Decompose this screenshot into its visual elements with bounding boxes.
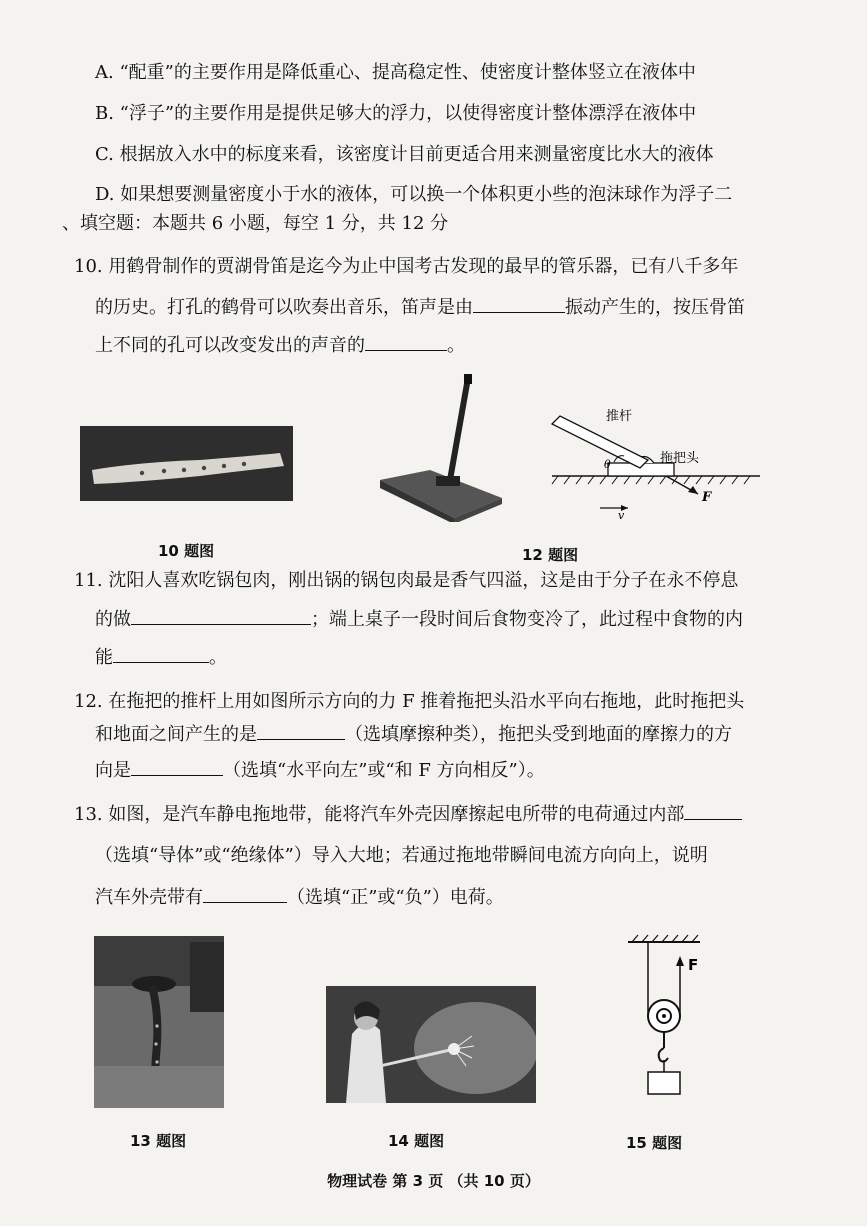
q12-line3-text-a: 向是 (95, 760, 131, 781)
q10-line3 (95, 333, 465, 359)
q10-line2-text-a: 的历史。打孔的鹤骨可以吹奏出音乐，笛声是由 (95, 297, 473, 318)
q11-blank-2[interactable] (113, 646, 209, 663)
pulley-diagram (624, 934, 704, 1104)
mop-force-diagram (548, 402, 763, 522)
q13-line3-text-a: 汽车外壳带有 (95, 887, 203, 908)
q10-blank-1[interactable] (473, 296, 565, 313)
q13-line2: （选填“导体”或“绝缘体”）导入大地；若通过拖地带瞬间电流方向向上，说明 (95, 845, 708, 866)
q11-line2-text-b: ；端上桌子一段时间后食物变冷了，此过程中食物的内 (311, 609, 743, 630)
caption-15: 15 题图 (626, 1134, 683, 1152)
section-header: 、填空题：本题共 6 小题，每空 1 分，共 12 分 (62, 213, 449, 234)
mop-head-label: 拖把头 (660, 451, 700, 466)
force-label: F (702, 490, 712, 505)
q12-blank-2[interactable] (131, 759, 223, 776)
q13-line1-text: 13. 如图，是汽车静电拖地带，能将汽车外壳因摩擦起电所带的电荷通过内部 (74, 804, 685, 825)
q13-line1 (74, 802, 742, 828)
bone-flute-photo (80, 426, 293, 501)
q10-line2-text-b: 振动产生的，按压骨笛 (565, 297, 745, 318)
q12-line3 (95, 758, 545, 784)
caption-14: 14 题图 (388, 1132, 445, 1150)
q10-line3-text-b: 。 (447, 335, 465, 356)
angle-label: θ (604, 458, 611, 471)
rod-label: 推杆 (606, 409, 633, 424)
option-c: C. 根据放入水中的标度来看，该密度计目前更适合用来测量密度比水大的液体 (95, 144, 714, 165)
q11-line3-text-b: 。 (209, 647, 227, 668)
q11-blank-1[interactable] (131, 608, 311, 625)
option-d: D. 如果想要测量密度小于水的液体，可以换一个体积更小些的泡沫球作为浮子二 (95, 184, 733, 205)
q13-line3 (95, 885, 504, 911)
q11-line1: 11. 沈阳人喜欢吃锅包肉，刚出锅的锅包肉最是香气四溢，这是由于分子在永不停息 (74, 570, 739, 591)
q12-blank-1[interactable] (257, 723, 345, 740)
q10-line2 (95, 295, 745, 321)
car-static-strap-photo (94, 936, 224, 1108)
q12-line2-text-b: （选填摩擦种类），拖把头受到地面的摩擦力的方 (345, 724, 732, 745)
q11-line3 (95, 645, 227, 671)
q10-line1: 10. 用鹤骨制作的贾湖骨笛是迄今为止中国考古发现的最早的管乐器，已有八千多年 (74, 256, 739, 277)
caption-10: 10 题图 (158, 542, 215, 560)
option-a: A. “配重”的主要作用是降低重心、提高稳定性、使密度计整体竖立在液体中 (95, 62, 696, 83)
page-footer: 物理试卷 第 3 页 （共 10 页） (327, 1172, 540, 1190)
q12-line1: 12. 在拖把的推杆上用如图所示方向的力 F 推着拖把头沿水平向右拖地，此时拖把头 (74, 691, 745, 712)
mop-image (372, 372, 512, 522)
q11-line2 (95, 607, 743, 633)
q12-line2 (95, 722, 732, 748)
q11-line3-text-a: 能 (95, 647, 113, 668)
q12-line3-text-b: （选填“水平向左”或“和 F 方向相反”）。 (223, 760, 545, 781)
velocity-label: v (618, 509, 625, 522)
pulley-force-label: F (688, 956, 699, 974)
q13-blank-2[interactable] (203, 886, 287, 903)
q10-blank-2[interactable] (365, 334, 447, 351)
caption-13: 13 题图 (130, 1132, 187, 1150)
van-de-graaff-photo (326, 986, 536, 1103)
q11-line2-text-a: 的做 (95, 609, 131, 630)
q10-line3-text-a: 上不同的孔可以改变发出的声音的 (95, 335, 365, 356)
q13-blank-1[interactable] (684, 803, 742, 820)
q12-line2-text-a: 和地面之间产生的是 (95, 724, 257, 745)
option-b: B. “浮子”的主要作用是提供足够大的浮力，以使得密度计整体漂浮在液体中 (95, 103, 697, 124)
caption-12: 12 题图 (522, 546, 579, 564)
q13-line3-text-b: （选填“正”或“负”）电荷。 (287, 887, 504, 908)
